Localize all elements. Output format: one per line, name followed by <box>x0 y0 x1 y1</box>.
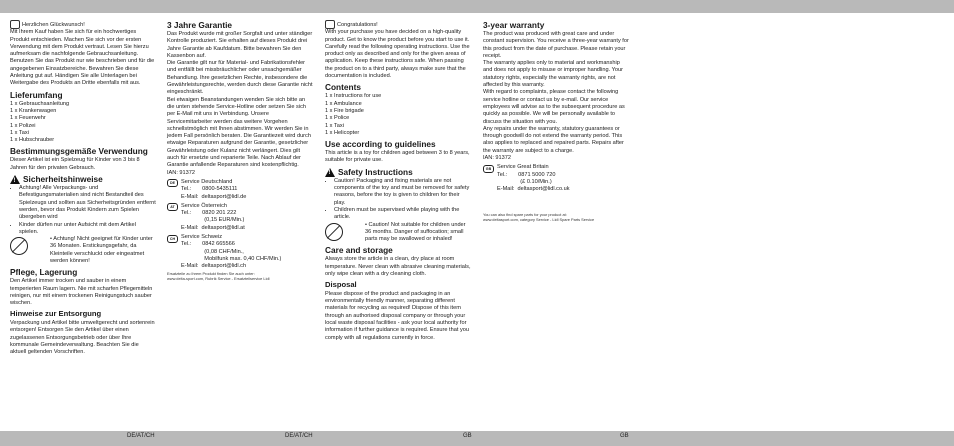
footer-label: GB <box>463 433 472 439</box>
intro-text: Mit Ihrem Kauf haben Sie sich für ein hochwertiges Produkt entschieden. Machen Sie sich vor der ersten Verwendung mit dem Produkt vertraut. Lesen Sie hierzu aufmerksam die nachfolgende Gebrauchsanleitung. Benutzen Sie das Produkt nur wie beschrieben und für die angegebenen Einsatzbereiche. Bewahren Sie diese Anleitung gut auf. Händigen Sie alle Unterlagen bei Weitergabe des Produkts an Dritte ebenfalls mit aus. <box>10 29 155 87</box>
spare-parts-note: Ersatzteile zu Ihrem Produkt finden Sie auch unter: www.delta-sport.com, Rubrik Service - Ersatzteilservice Lidl <box>167 270 270 281</box>
section-title: Contents <box>325 82 361 93</box>
paragraph: Any repairs under the warranty, statutory guarantees or through goodwill do not extend the warranty period. This also applies to replaced and repaired parts. Repairs after the warranty are subject to a charge. <box>483 125 624 154</box>
list-item: 1 x Polizei <box>10 122 36 129</box>
list-item: 1 x Fire brigade <box>325 107 364 114</box>
country-badge: GB <box>483 165 494 173</box>
ian: IAN: 91372 <box>167 169 195 176</box>
column-de-2 <box>167 20 313 281</box>
section-title: Lieferumfang <box>10 89 63 100</box>
section-title: Use according to guidelines <box>325 139 436 150</box>
section-title: Safety Instructions <box>338 166 413 177</box>
age-warning <box>10 236 156 265</box>
spare-parts-note: You can also find spare parts for your product at: www.deltasport.com, category Service - Lidl Spare Parts Service <box>483 211 595 222</box>
list-item: 1 x Instructions for use <box>325 93 382 100</box>
service-lines: Service Österreich Tel.: 0820 201 222 (0,15 EUR/Min.) E-Mail: deltasport@lidl.at <box>181 202 245 231</box>
column-gb-2 <box>483 20 629 222</box>
greeting: Herzlichen Glückwunsch! <box>22 21 85 28</box>
safety-heading <box>325 168 471 177</box>
footer-label: DE/AT/CH <box>127 433 155 439</box>
intro-text: With your purchase you have decided on a high-quality product. Get to know the product before you start to use it. Carefully read the following operating instructions. Use the product only as described and only for the given areas of application. Keep these instructions safe. When passing the product on to a third party, always make sure that the documentation is included. <box>325 29 470 80</box>
list-item: 1 x Hubschrauber <box>10 137 55 144</box>
ian: IAN: 91372 <box>483 155 511 162</box>
section-title: Bestimmungsgemäße Verwendung <box>10 146 148 157</box>
list-item: • Kinder dürfen nur unter Aufsicht mit dem Artikel spielen. <box>19 222 156 237</box>
service-gb <box>483 164 629 193</box>
safety-list <box>325 178 471 222</box>
section-title: Care and storage <box>325 245 393 256</box>
section-title: Disposal <box>325 280 357 290</box>
not-for-children-icon <box>325 223 343 241</box>
section-title: 3 Jahre Garantie <box>167 20 233 30</box>
list-item: 1 x Gebrauchsanleitung <box>10 100 70 107</box>
section-title: Pflege, Lagerung <box>10 267 78 278</box>
list-item: • Children must be supervised while playing with the article. <box>334 207 471 222</box>
paragraph: Das Produkt wurde mit großer Sorgfalt und unter ständiger Kontrolle produziert. Sie erhalten auf dieses Produkt drei Jahre Garantie ab Kaufdatum. Bitte bewahren Sie den Kassenbon auf. <box>167 31 313 59</box>
warning-icon <box>325 168 335 177</box>
contents-list <box>325 93 471 137</box>
scope-list <box>10 101 156 145</box>
paragraph: With regard to complaints, please contact the following service hotline or contact us by e-mail. Our service employees will advise as to the subsequent procedure as quickly as possible. We will be personally available to discuss the situation with you. <box>483 89 625 125</box>
country-badge: CH <box>167 235 178 243</box>
care-text: Den Artikel immer trocken und sauber in einem temperierten Raum lagern. Nie mit scharfen Pflegemitteln reinigen, nur mit einem trockenen Reinigungstuch sauber wischen. <box>10 278 153 307</box>
service-lines: Service Deutschland Tel.: 0800-5435111 E-Mail: deltasport@lidl.de <box>181 178 247 200</box>
service-lines: Service Great Britain Tel.: 0871 5000 720 (£ 0.10/Min.) E-Mail: deltasport@lidl.co.uk <box>497 164 570 193</box>
country-badge: AT <box>167 203 178 211</box>
list-item: 1 x Ambulance <box>325 100 362 107</box>
disposal-text: Verpackung und Artikel bitte umweltgerecht und sortenrein entsorgen! Entsorgen Sie den Artikel über einen zugelassenen Entsorgungsbetrieb oder über Ihre kommunale Gemeindeverwaltung. Beachten Sie die aktuell geltenden Vorschriften. <box>10 320 155 356</box>
section-title: Hinweise zur Entsorgung <box>10 309 102 319</box>
paragraph: The warranty applies only to material and workmanship and does not apply to misuse or improper handling. Your statutory rights, especially the warranty rights, are not affected by this warranty. <box>483 60 623 89</box>
list-item: 1 x Taxi <box>10 129 29 136</box>
warning-icon <box>10 175 20 184</box>
list-item: • Achtung! Alle Verpackungs- und Befestigungsmaterialien sind nicht Bestandteil des Spielzeugs und sollten aus Sicherheitsgründen entfernt werden, bevor das Produkt Kindern zum Spielen übergeben wird <box>19 185 156 221</box>
age-warning-text: • Caution! Not suitable for children under 36 months. Danger of suffocation; small parts may be swallowed or inhaled! <box>365 222 471 244</box>
section-title: 3-year warranty <box>483 20 545 30</box>
column-gb-1 <box>325 20 471 342</box>
handshake-icon <box>325 20 335 29</box>
footer-label: DE/AT/CH <box>285 433 313 439</box>
paragraph: Bei etwaigen Beanstandungen wenden Sie sich bitte an die unten stehende Service-Hotline oder setzen Sie sich per E-Mail mit uns in Verbindung. Unsere Servicemitarbeiter werden das weitere Vorgehen schnellstmöglich mit Ihnen abstimmen. Wir werden Sie in jedem Fall persönlich beraten. Die Garantiezeit wird durch etwaige Reparaturen aufgrund der Garantie, gesetzlicher Gewährleistung oder Kulanz nicht verlängert. Dies gilt auch für ersetzte und reparierte Teile. Nach Ablauf der Garantie anfallende Reparaturen sind kostenpflichtig. <box>167 96 311 169</box>
list-item: 1 x Helicopter <box>325 129 360 136</box>
top-band <box>0 0 954 13</box>
country-badge: DE <box>167 179 178 187</box>
safety-heading <box>10 175 156 184</box>
list-item: 1 x Krankenwagen <box>10 107 57 114</box>
age-warning <box>325 222 471 244</box>
paragraph: Die Garantie gilt nur für Material- und Fabrikationsfehler und entfällt bei missbräuchlicher oder unsachgemäßer Behandlung. Ihre gesetzlichen Rechte, insbesondere die Gewährleistungsrechte, werden durch diese Garantie nicht eingeschränkt. <box>167 60 313 96</box>
care-text: Always store the article in a clean, dry place at room temperature. Never clean with abrasive cleaning materials, only wipe clean with a dry cleaning cloth. <box>325 256 471 277</box>
column-de-1 <box>10 20 156 357</box>
list-item: 1 x Feuerwehr <box>10 115 46 122</box>
service-ch <box>167 234 313 270</box>
use-text: This article is a toy for children aged between 3 to 8 years, suitable for private use. <box>325 150 470 164</box>
greeting: Congratulations! <box>337 21 378 28</box>
footer-label: GB <box>620 433 629 439</box>
service-de <box>167 179 313 201</box>
disposal-text: Please dispose of the product and packaging in an environmentally friendly manner, separating different materials for recycling as required! Dispose of this item through an authorised disposal company or through your local waste disposal facilities - ask your local authority for information if further guidance is required. Ensure that you comply with all regulations currently in force. <box>325 290 469 341</box>
not-for-children-icon <box>10 237 28 255</box>
paragraph: The product was produced with great care and under constant supervision. You receive a three-year warranty for this product from the date of purchase. Please retain your receipt. <box>483 31 629 59</box>
list-item: 1 x Taxi <box>325 122 344 129</box>
list-item: 1 x Police <box>325 115 350 122</box>
use-text: Dieser Artikel ist ein Spielzeug für Kinder von 3 bis 8 Jahren für den privaten Gebrauch. <box>10 157 140 171</box>
service-lines: Service Schweiz Tel.: 0842 665566 (0,08 CHF/Min., Mobilfunk max. 0,40 CHF/Min.) E-Mail: deltasport@lidl.ch <box>181 234 282 270</box>
age-warning-text: • Achtung! Nicht geeignet für Kinder unter 36 Monaten. Erstickungsgefahr, da Kleinteile verschluckt oder eingeatmet werden können! <box>50 236 156 265</box>
service-at <box>167 203 313 232</box>
safety-list <box>10 185 156 236</box>
list-item: • Caution! Packaging and fixing materials are not components of the toy and must be removed for safety reasons, before the toy is given to children for their play. <box>334 178 471 207</box>
section-title: Sicherheitshinweise <box>23 174 103 185</box>
handshake-icon <box>10 20 20 29</box>
